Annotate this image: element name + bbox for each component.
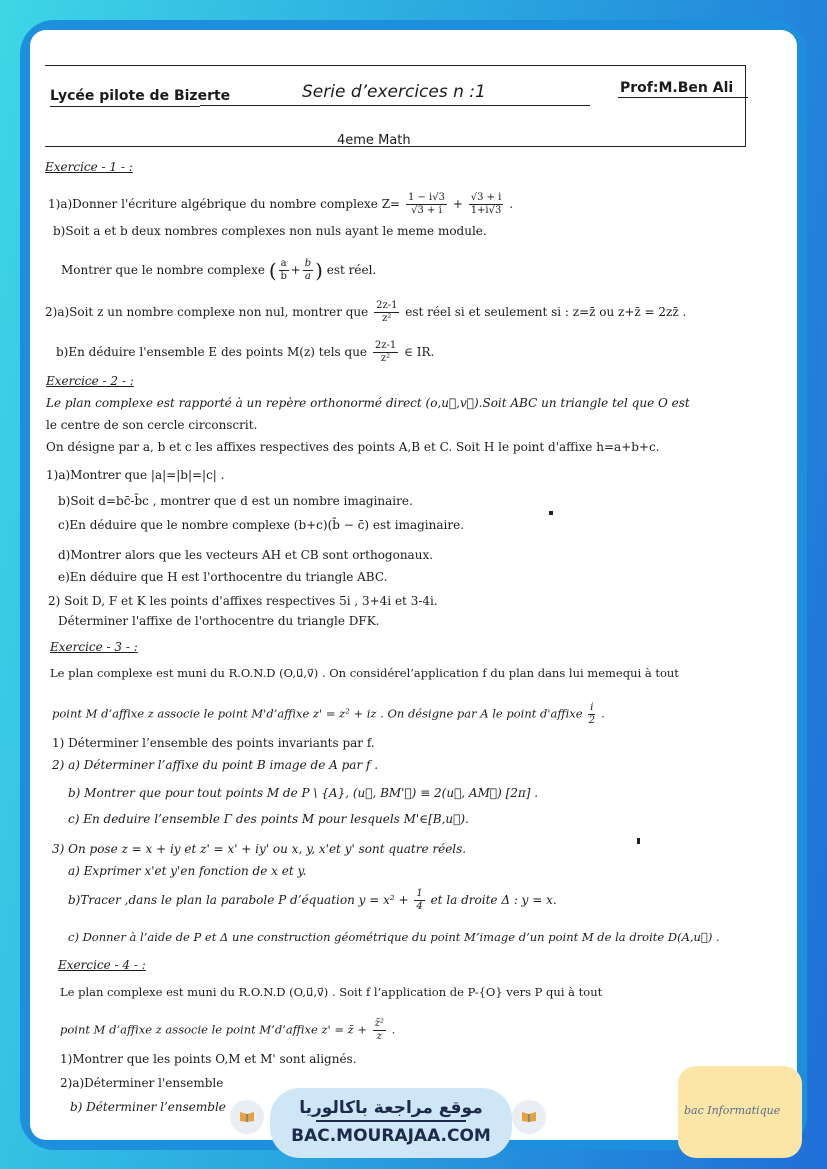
ex4-p2: point M d’affixe z associe le point M’d’affixe z' = z̄ + $\frac{\text{z̄²}}{z}$ . [60,1018,396,1042]
ex3-q3a: a) Exprimer x'et y'en fonction de x et y. [68,864,307,878]
level-label: 4eme Math [337,133,411,148]
school-underline [50,106,200,107]
ex4-q2: 2)a)Déterminer l'ensemble [60,1076,224,1090]
ex2-p3: On désigne par a, b et c les affixes respectives des points A,B et C. Soit H le point d'affixe h=a+b+c. [46,440,660,454]
scan-mark [637,838,640,844]
ex2-q1b: b)Soit d=bc̄-b̄c , montrer que d est un nombre imaginaire. [58,494,413,508]
ex4-q1: 1)Montrer que les points O,M et M' sont alignés. [60,1052,357,1066]
ex2-p2: le centre de son cercle circonscrit. [46,418,258,432]
scan-mark [549,511,553,515]
ex1-q2a: 2)a)Soit z un nombre complexe non nul, montrer que $\frac{2z-1}{\text{z²}}$ est réel si et seulement si : z=z̄ ou z+z̄ = 2zz̄ . [45,300,687,324]
prof-name: Prof:M.Ben Ali [620,80,734,96]
ex3-q3b: b)Tracer ,dans le plan la parabole P d’équation y = x² + $\frac{1}{4}$ et la droite Δ : y = x. [68,888,557,912]
banner-arabic-text: موقع مراجعة باكالوريا [270,1098,512,1122]
exercise-3-title: Exercice - 3 - : [50,640,138,654]
banner-url[interactable]: BAC.MOURAJAA.COM [291,1126,491,1146]
bac-informatique-logo [678,1066,802,1158]
serie-title: Serie d’exercices n :1 [302,82,486,102]
ex2-q1d: d)Montrer alors que les vecteurs AH et CB sont orthogonaux. [58,548,434,562]
exercise-4-title: Exercice - 4 - : [58,958,146,972]
ex3-p2: point M d’affixe z associe le point M'd’affixe z' = z² + iz . On désigne par A le point d'affixe $\frac{i}{2}$ . [52,702,605,726]
ex1-q1a: 1)a)Donner l'écriture algébrique du nombre complexe Z= $\frac{1 - i√3}{√3 + i}$ + $\frac{√3 + i}{1+i√3}$ . [48,192,514,216]
prof-underline [618,97,748,98]
bac-logo-text: bac Informatique [684,1104,781,1117]
ex2-q2b: Déterminer l'affixe de l'orthocentre du triangle DFK. [58,614,380,628]
school-name: Lycée pilote de Bizerte [50,88,231,104]
ex4-p1: Le plan complexe est muni du R.O.N.D (O,u⃗,v⃗) . Soit f l’application de P-{O} vers P qui à tout [60,985,603,999]
book-logo-left [230,1100,264,1134]
header-rule [200,105,590,106]
ex3-q3: 3) On pose z = x + iy et z' = x' + iy' ou x, y, x'et y' sont quatre réels. [52,842,467,856]
ex2-p1: Le plan complexe est rapporté à un repère orthonormé direct (o,u⃗,v⃗).Soit ABC un triangle tel que O est [46,396,690,410]
ex3-q2b: b) Montrer que pour tout points M de P \ {A}, (u⃗, BM'⃗) ≡ 2(u⃗, AM⃗) [2π] . [68,786,539,800]
site-banner[interactable] [270,1088,512,1158]
book-icon [521,1110,537,1122]
ex4-q2b: b) Déterminer l’ensemble [70,1100,226,1114]
ex1-q1b: b)Soit a et b deux nombres complexes non nuls ayant le meme module. [53,224,487,238]
exercise-1-title: Exercice - 1 - : [45,160,133,174]
ex1-q2b: b)En déduire l'ensemble E des points M(z) tels que $\frac{2z-1}{\text{z²}}$ ∈ IR. [56,340,435,364]
ex2-q1a: 1)a)Montrer que |a|=|b|=|c| . [46,468,225,482]
ex2-q2: 2) Soit D, F et K les points d'affixes respectives 5i , 3+4i et 3-4i. [48,594,438,608]
ex2-q1c: c)En déduire que le nombre complexe (b+c)(b̄ − c̄) est imaginaire. [58,518,465,532]
ex1-q1b2: Montrer que le nombre complexe ( $\frac{a}{b}$ + $\frac{b}{a}$ ) est réel. [61,258,377,283]
book-logo-right [512,1100,546,1134]
ex3-q2a: 2) a) Déterminer l’affixe du point B image de A par f . [52,758,379,772]
exercise-2-title: Exercice - 2 - : [46,374,134,388]
ex3-q2c: c) En deduire l’ensemble Γ des points M pour lesquels M'∈[B,u⃗). [68,812,469,826]
ex3-p1: Le plan complexe est muni du R.O.N.D (O,u⃗,v⃗) . On considérel’application f du plan dans lui memequi à tout [50,666,679,680]
ex2-q1e: e)En déduire que H est l'orthocentre du triangle ABC. [58,570,388,584]
book-icon [239,1110,255,1122]
ex3-q3c: c) Donner à l’aide de P et Δ une construction géométrique du point M’image d’un point M de la droite D(A,u⃗) . [68,930,720,944]
ex3-q1: 1) Déterminer l’ensemble des points invariants par f. [52,736,375,750]
